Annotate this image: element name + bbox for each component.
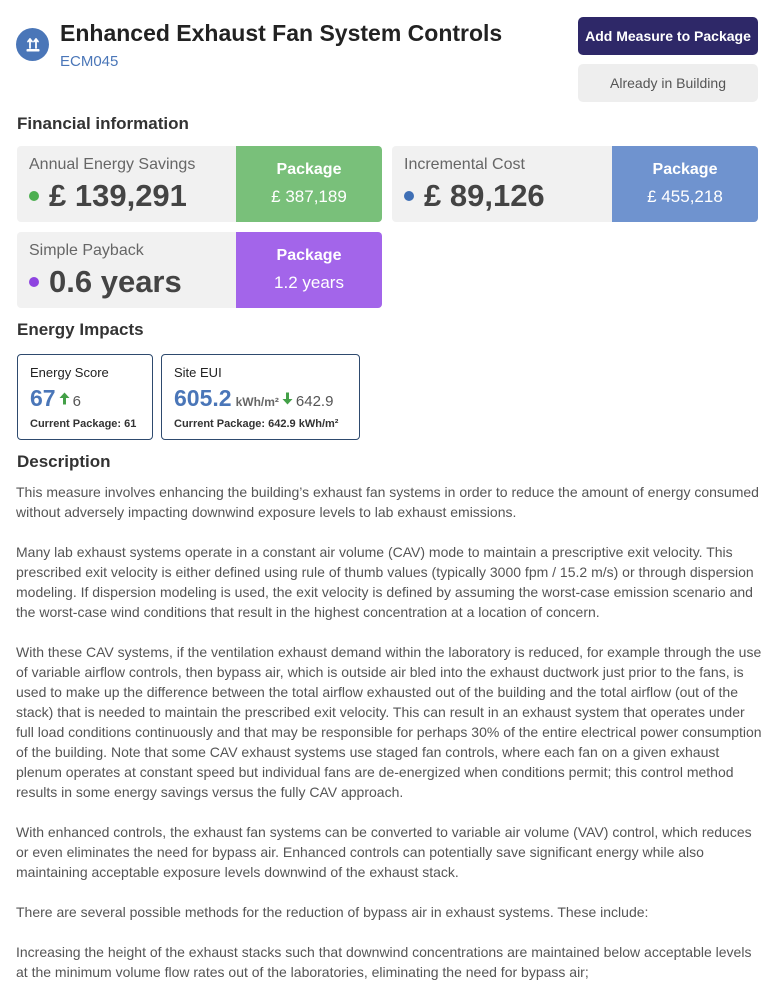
description-section-title: Description [17,452,111,471]
energy-score-current-package: Current Package: 61 [30,418,137,430]
energy-score-label: Energy Score [30,365,109,380]
annual-savings-package [236,146,382,222]
page-title: Enhanced Exhaust Fan System Controls [60,20,503,46]
annual-savings-value-row [29,178,187,214]
package-value: 1.2 years [274,273,344,292]
package-label: Package [276,161,342,178]
site-eui-current-package: Current Package: 642.9 kWh/m² [174,418,339,430]
annual-savings-value: £ 139,291 [49,178,187,213]
arrow-up-icon [59,392,70,405]
simple-payback-label: Simple Payback [29,242,144,259]
simple-payback-package [236,232,382,308]
description-paragraph: This measure involves enhancing the building’s exhaust fan systems in order to reduce the amount of energy consumed without adversely impacting downwind exposure levels to lab exhaust emissions. [16,484,759,520]
site-eui-label: Site EUI [174,365,222,380]
description-paragraph: With enhanced controls, the exhaust fan systems can be converted to variable air volume (VAV) control, which reduces or even eliminates the need for bypass air. Enhanced controls can potentially save significant energy while also maintaining acceptable exposure levels downwind of the exhaust stack. [16,824,752,880]
site-eui-row [174,385,333,412]
energy-score-change: 6 [72,393,81,410]
description-paragraph: Many lab exhaust systems operate in a constant air volume (CAV) mode to maintain a prescriptive exit velocity. This prescribed exit velocity is either defined using rule of thumb values (typically 3000 fpm / 15.2 m/s) or through dispersion modeling. If dispersion modeling is used, the exit velocity is defined by assuming the worst-case emission scenario and the worst-case wind conditions that result in the highest concentration at a location of concern. [16,544,754,620]
measure-code: ECM045 [60,53,119,70]
savings-dot [29,191,39,201]
description-paragraph: Increasing the height of the exhaust stacks such that downwind concentrations are maintained below acceptable levels at the minimum volume flow rates out of the laboratories, eliminating the need for bypass air; [16,944,752,980]
already-in-building-button[interactable]: Already in Building [578,64,758,102]
package-value: £ 387,189 [271,187,347,206]
package-label: Package [276,247,342,264]
annual-savings-card [17,146,382,222]
incremental-cost-card [392,146,758,222]
simple-payback-value: 0.6 years [49,264,182,299]
cost-dot [404,191,414,201]
arrow-down-icon [282,392,293,405]
description-body [16,482,764,987]
measure-header [16,16,758,104]
incremental-cost-value-row [404,178,545,214]
package-label: Package [652,161,718,178]
annual-savings-label: Annual Energy Savings [29,156,196,173]
energy-score-row [30,385,81,412]
energy-score-card [17,354,153,440]
simple-payback-card [17,232,382,308]
financial-section-title: Financial information [17,114,189,133]
description-paragraph: There are several possible methods for the reduction of bypass air in exhaust systems. These include: [16,904,649,920]
energy-score-value: 67 [30,385,56,411]
site-eui-change: 642.9 [295,393,334,410]
incremental-cost-label: Incremental Cost [404,156,525,173]
site-eui-card [161,354,360,440]
exhaust-fan-icon [16,28,49,61]
package-value: £ 455,218 [647,187,723,206]
simple-payback-value-row [29,264,182,300]
add-measure-to-package-button[interactable]: Add Measure to Package [578,17,758,55]
site-eui-value: 605.2 [174,385,232,411]
payback-dot [29,277,39,287]
incremental-cost-package [612,146,758,222]
description-paragraph: With these CAV systems, if the ventilation exhaust demand within the laboratory is reduced, for example through the use of variable airflow controls, then bypass air, which is outside air bled into the exhaust ductwork just prior to the fans, is used to make up the difference between the total airflow exhausted out of the building and the total airflow (out of the stack) that is needed to maintain the prescribed exit velocity. This can result in an exhaust system that operates under full load conditions continuously and that may be responsible for perhaps 30% of the entire electrical power consumption of the building. Note that some CAV exhaust systems use staged fan controls, where each fan on a given exhaust plenum operates at constant speed but individual fans are de-energized when conditions permit; this control method results in some energy savings versus the fully CAV approach. [16,644,762,800]
incremental-cost-value: £ 89,126 [424,178,545,213]
site-eui-unit: kWh/m² [235,395,279,409]
energy-section-title: Energy Impacts [17,320,144,339]
